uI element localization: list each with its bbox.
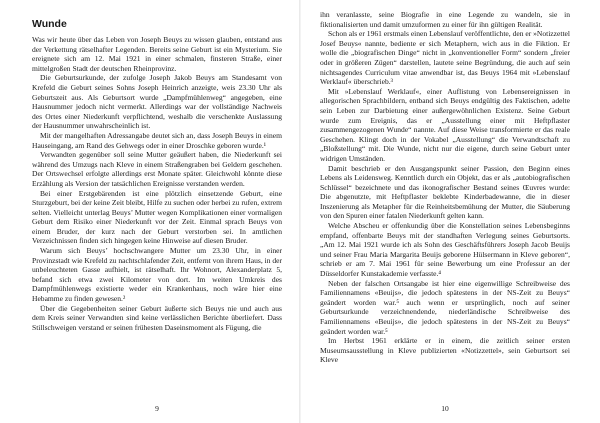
page-number: 10	[441, 404, 449, 413]
paragraph: Welche Abscheu er offenkundig über die Konstellation seines Lebensbeginns empfand, offenbarte Beuys mit der standhaften Verlegung seines Geburtsorts. „Am 12. Mai 1921 wurde ich als Sohn des Geschäftsführers Joseph Jacob Beuijs und seiner Frau Maria Margarita Beuijs geborene Hülsermann in Kleve geboren“, schrieb er am 7. Mai 1961 für seine Bewerbung um eine Professur an der Düsseldorfer Kunstakademie verfasste.⁴	[320, 221, 570, 279]
paragraph: Was wir heute über das Leben von Joseph Beuys zu wissen glauben, entstand aus der Verkettung rätselhafter Legenden. Bereits seine Geburt ist ein Mysterium. Sie ereignete sich am 12. Mai 1921 in einer schmalen, finsteren Straße, einer mittelgroßen Stadt der deutschen Rheinprovinz.	[32, 35, 282, 73]
paragraph: Verwandten gegenüber soll seine Mutter geäußert haben, die Niederkunft sei während des Umzugs nach Kleve in einem Straßengraben bei Geldern geschehen. Der Ortswechsel erfolgte allerdings erst Monate später. Gleichwohl könnte diese Erzählung als Version der tatsächlichen Ereignisse verstanden werden.	[32, 150, 282, 188]
paragraph: Im Herbst 1961 erklärte er in einem, die zeitlich seiner ersten Museumsausstellung in Kleve publizierten «Notizzettel», sein Geburtsort sei Kleve	[320, 336, 570, 365]
paragraph: Damit beschrieb er den Ausgangspunkt seiner Passion, den Beginn eines Lebens als Leidensweg. Kenntlich durch ein Objekt, das er als „autobiografischen Schlüssel“ bezeichnete und das ikonografischer Bestand seines Œuvres wurde: Die abgenutzte, mit Heftpflaster beklebte Kinderbadewanne, die in dieser Inszenierung als Metapher für die Reinheitsbemühung der Mutter, die Säuberung von den Spuren einer fatalen Niederkunft gelten kann.	[320, 163, 570, 221]
paragraph: Über die Gegebenheiten seiner Geburt äußerte sich Beuys nie und auch aus dem Kreis seiner Verwandten sind keine verlässlichen Berichte überliefert. Dass Stillschweigen verstand er seinen frühesten Daseinsmoment als Fügung, die	[32, 303, 282, 332]
paragraph: Mit »Lebenslauf Werklauf«, einer Auflistung von Lebensereignissen in allegorischen Sprachbildern, entband sich Beuys endgültig des Faktischen, adelte sein Leben zur Darbietung einer außergewöhnlichen Existenz. Seine Geburt wurde zum Ereignis, das er „Ausstellung einer mit Heftpflaster zusammengezogenen Wunde“ nannte. Auf diese Weise transformierte er das reale Geschehen. Klingt doch in der Vokabel „Ausstellung“ die Verwandtschaft zu „Bloßstellung“ mit. Die Wunde, nicht nur die eigene, durch seine Geburt unter widrigen Umständen.	[320, 86, 570, 163]
paragraph: Die Geburtsurkunde, der zufolge Joseph Jakob Beuys am Standesamt von Krefeld die Geburt seines Sohns Joseph Heinrich anzeigte, weis 23.30 Uhr als Geburtszeit aus. Als Geburtsort wurde „Dampfmühlenweg“ angegeben, eine Hausnummer jedoch nicht vermerkt. Allerdings war der vollständige Nachweis des Ortes einer Niederkunft verpflichtend, weshalb die verschenkte Auslassung der Hausnummer unwahrscheinlich ist.	[32, 73, 282, 131]
paragraph: Bei einer Erstgebärenden ist eine plötzlich einsetzende Geburt, eine Sturzgeburt, bei der keine Zeit bleibt, Hilfe zu suchen oder herbei zu rufen, extrem selten. Vielleicht unterlag Beuys’ Mutter wegen Komplikationen einer vormaligen Geburt dem Risiko einer Niederkunft vor der Zeit. Einmal sprach Beuys von einem Bruder, der kurz nach der Geburt verstorben sei. In amtlichen Verzeichnissen finden sich hingegen keine Hinweise auf diesen Bruder.	[32, 188, 282, 246]
paragraph: Warum sich Beuys’ hochschwangere Mutter um 23.30 Uhr, in einer Provinzstadt wie Krefeld zu nachtschlafender Zeit, entfernt von ihrem Haus, in der unbeleuchteten Gasse aufhielt, ist rätselhaft. Ihr Wohnort, Alexanderplatz 5, befand sich etwa zwei Kilometer von dort. Im weiten Umkreis des Dampfmühlenwegs existierte weder ein Krankenhaus, noch wäre hier eine Hebamme zu finden gewesen.²	[32, 246, 283, 304]
paragraph: Neben der falschen Ortsangabe ist hier eine eigenwillige Schreibweise des Familiennamens «Beuijs», die jedoch spätestens in der NS-Zeit zu Beuys“ geändert worden war.⁵ auch wenn er ursprünglich, noch auf seiner Geburtsurkunde verzeichnendende, niederländische Schreibweise des Familiennamens «Beuijs», die jedoch spätestens in der NS-Zeit zu Beuys“ geändert worden war.⁵	[320, 278, 570, 336]
chapter-heading: Wunde	[32, 18, 67, 30]
page-number: 9	[155, 404, 159, 413]
paragraph: Schon als er 1961 erstmals einen Lebenslauf veröffentlichte, den er »Notizzettel Josef Beuys« nannte, bediente er sich Metaphern, wich aus in die Fiktion. Er wolle die „biografischen Dinge“ nicht in „konventioneller Form“ sondern „freier oder in größeren Zügen“ darstellen, lautete seine Begründung, die auch auf sein nichtsagendes Curriculum vitae anwendbar ist, das Beuys 1964 mit »Lebenslauf Werklauf« überschrieb.³	[320, 29, 570, 87]
paragraph: Mit der mangelhaften Adressangabe deutet sich an, dass Joseph Beuys in einem Hauseingang, am Rand des Gehwegs oder in einer Droschke geboren wurde.¹	[32, 130, 282, 150]
right-page	[300, 0, 600, 423]
left-page-body	[32, 35, 282, 332]
paragraph: ihn veranlasste, seine Biografie in eine Legende zu wandeln, sie in fiktionalisierten und damit umzuformen zu einer für ihn gültigen Realität.	[320, 10, 570, 29]
right-page-body	[320, 10, 570, 365]
